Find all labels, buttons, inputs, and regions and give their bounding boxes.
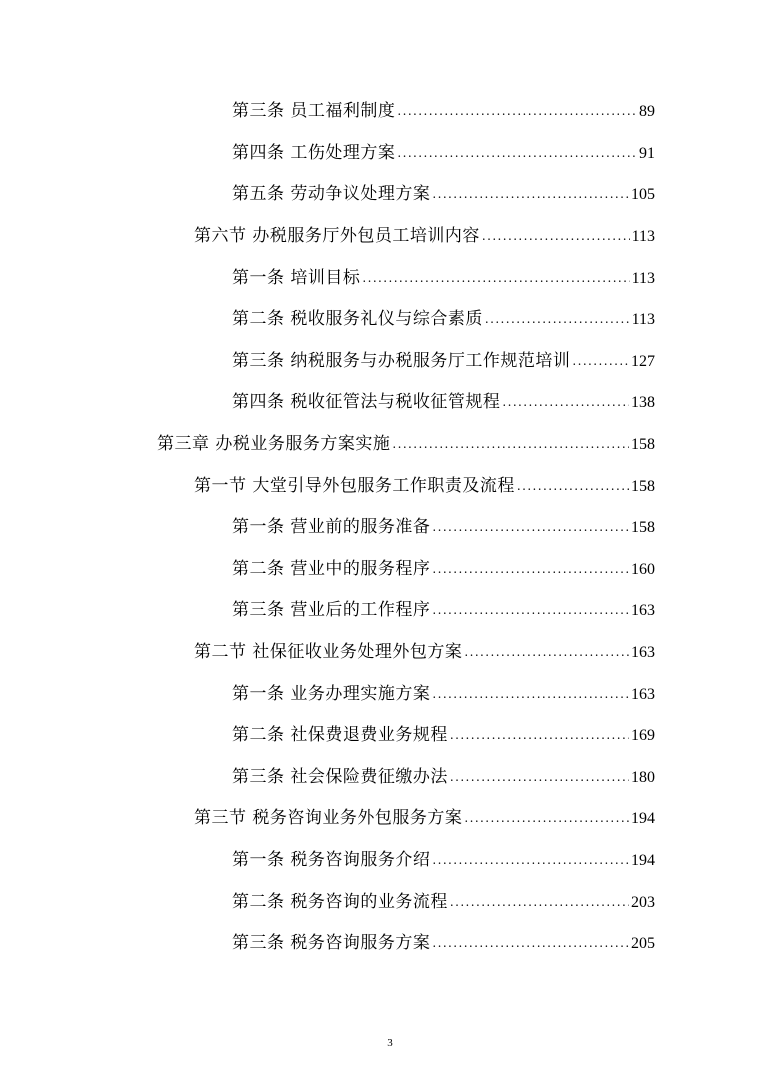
- toc-title: 第四条 工伤处理方案: [232, 142, 396, 163]
- toc-title: 第二节 社保征收业务处理外包方案: [194, 642, 463, 663]
- toc-title: 第三条 税务咨询服务方案: [232, 933, 431, 954]
- toc-entry[interactable]: [0, 338, 758, 380]
- toc-title: 第一条 营业前的服务准备: [232, 517, 431, 538]
- toc-page-number: 138: [631, 394, 655, 412]
- toc-leader: [450, 895, 629, 909]
- toc-page-number: 194: [631, 810, 655, 828]
- toc-title: 第三节 税务咨询业务外包服务方案: [194, 808, 463, 829]
- toc-page-number: 163: [631, 644, 655, 662]
- toc-leader: [432, 936, 629, 950]
- toc-leader: [397, 104, 637, 118]
- toc-entry[interactable]: [0, 379, 758, 421]
- toc-entry[interactable]: [0, 837, 758, 879]
- toc-page-number: 160: [631, 560, 655, 578]
- toc-title: 第三章 办税业务服务方案实施: [157, 434, 391, 455]
- toc-leader: [517, 479, 629, 493]
- toc-leader: [485, 312, 630, 326]
- toc-title: 第一条 税务咨询服务介绍: [232, 849, 431, 870]
- toc-leader: [432, 687, 629, 701]
- toc-title: 第五条 劳动争议处理方案: [232, 184, 431, 205]
- toc-entry[interactable]: [0, 795, 758, 837]
- toc-title: 第三条 员工福利制度: [232, 101, 396, 122]
- toc-leader: [464, 645, 629, 659]
- toc-title: 第三条 社会保险费征缴办法: [232, 766, 448, 787]
- toc-page-number: 158: [631, 519, 655, 537]
- toc-entry[interactable]: [0, 462, 758, 504]
- toc-page-number: 158: [631, 477, 655, 495]
- toc-entry[interactable]: [0, 130, 758, 172]
- toc-page-number: 113: [631, 228, 655, 246]
- toc-page-number: 163: [631, 602, 655, 620]
- toc-entry[interactable]: [0, 670, 758, 712]
- toc-leader: [502, 395, 629, 409]
- toc-leader: [450, 728, 629, 742]
- page-number: 3: [387, 1037, 393, 1049]
- toc-title: 第二条 税务咨询的业务流程: [232, 891, 448, 912]
- toc-page-number: 180: [631, 768, 655, 786]
- toc-page-number: 91: [639, 144, 655, 162]
- toc-entry[interactable]: [0, 504, 758, 546]
- toc-page-number: 127: [631, 352, 655, 370]
- toc-leader: [464, 811, 629, 825]
- toc-leader: [432, 187, 629, 201]
- toc-entry[interactable]: [0, 754, 758, 796]
- toc-entry[interactable]: [0, 587, 758, 629]
- toc-leader: [397, 146, 637, 160]
- toc-page-number: 113: [631, 311, 655, 329]
- toc-entry[interactable]: [0, 296, 758, 338]
- toc-page-number: 169: [631, 727, 655, 745]
- toc-page-number: 203: [631, 893, 655, 911]
- toc-leader: [362, 271, 629, 285]
- toc-leader: [432, 853, 629, 867]
- toc-title: 第三条 营业后的工作程序: [232, 600, 431, 621]
- toc-entry[interactable]: [0, 171, 758, 213]
- toc-leader: [432, 520, 629, 534]
- toc-title: 第二条 营业中的服务程序: [232, 558, 431, 579]
- toc-entry[interactable]: [0, 88, 758, 130]
- toc-entry[interactable]: [0, 878, 758, 920]
- toc-leader: [432, 562, 629, 576]
- toc-page-number: 113: [631, 269, 655, 287]
- toc-page-number: 205: [631, 935, 655, 953]
- toc-entry[interactable]: [0, 712, 758, 754]
- toc-page-number: 194: [631, 851, 655, 869]
- toc-leader: [432, 603, 629, 617]
- toc-entry[interactable]: [0, 254, 758, 296]
- toc-title: 第二条 社保费退费业务规程: [232, 725, 448, 746]
- toc-entry[interactable]: [0, 546, 758, 588]
- toc-title: 第一条 业务办理实施方案: [232, 683, 431, 704]
- toc-page-number: 163: [631, 685, 655, 703]
- toc-leader: [392, 437, 629, 451]
- toc-page-number: 105: [631, 186, 655, 204]
- toc-title: 第一条 培训目标: [232, 267, 361, 288]
- toc-title: 第三条 纳税服务与办税服务厅工作规范培训: [232, 350, 571, 371]
- toc-entry[interactable]: [0, 213, 758, 255]
- toc-page-number: 89: [639, 103, 655, 121]
- toc-leader: [482, 229, 630, 243]
- toc-leader: [450, 770, 629, 784]
- toc-title: 第一节 大堂引导外包服务工作职责及流程: [194, 475, 515, 496]
- toc-title: 第四条 税收征管法与税收征管规程: [232, 392, 501, 413]
- toc-leader: [572, 354, 629, 368]
- table-of-contents: [0, 88, 758, 961]
- toc-entry[interactable]: [0, 629, 758, 671]
- toc-title: 第六节 办税服务厅外包员工培训内容: [194, 226, 480, 247]
- toc-page-number: 158: [631, 436, 655, 454]
- toc-title: 第二条 税收服务礼仪与综合素质: [232, 309, 483, 330]
- toc-entry[interactable]: [0, 920, 758, 962]
- toc-entry[interactable]: [0, 421, 758, 463]
